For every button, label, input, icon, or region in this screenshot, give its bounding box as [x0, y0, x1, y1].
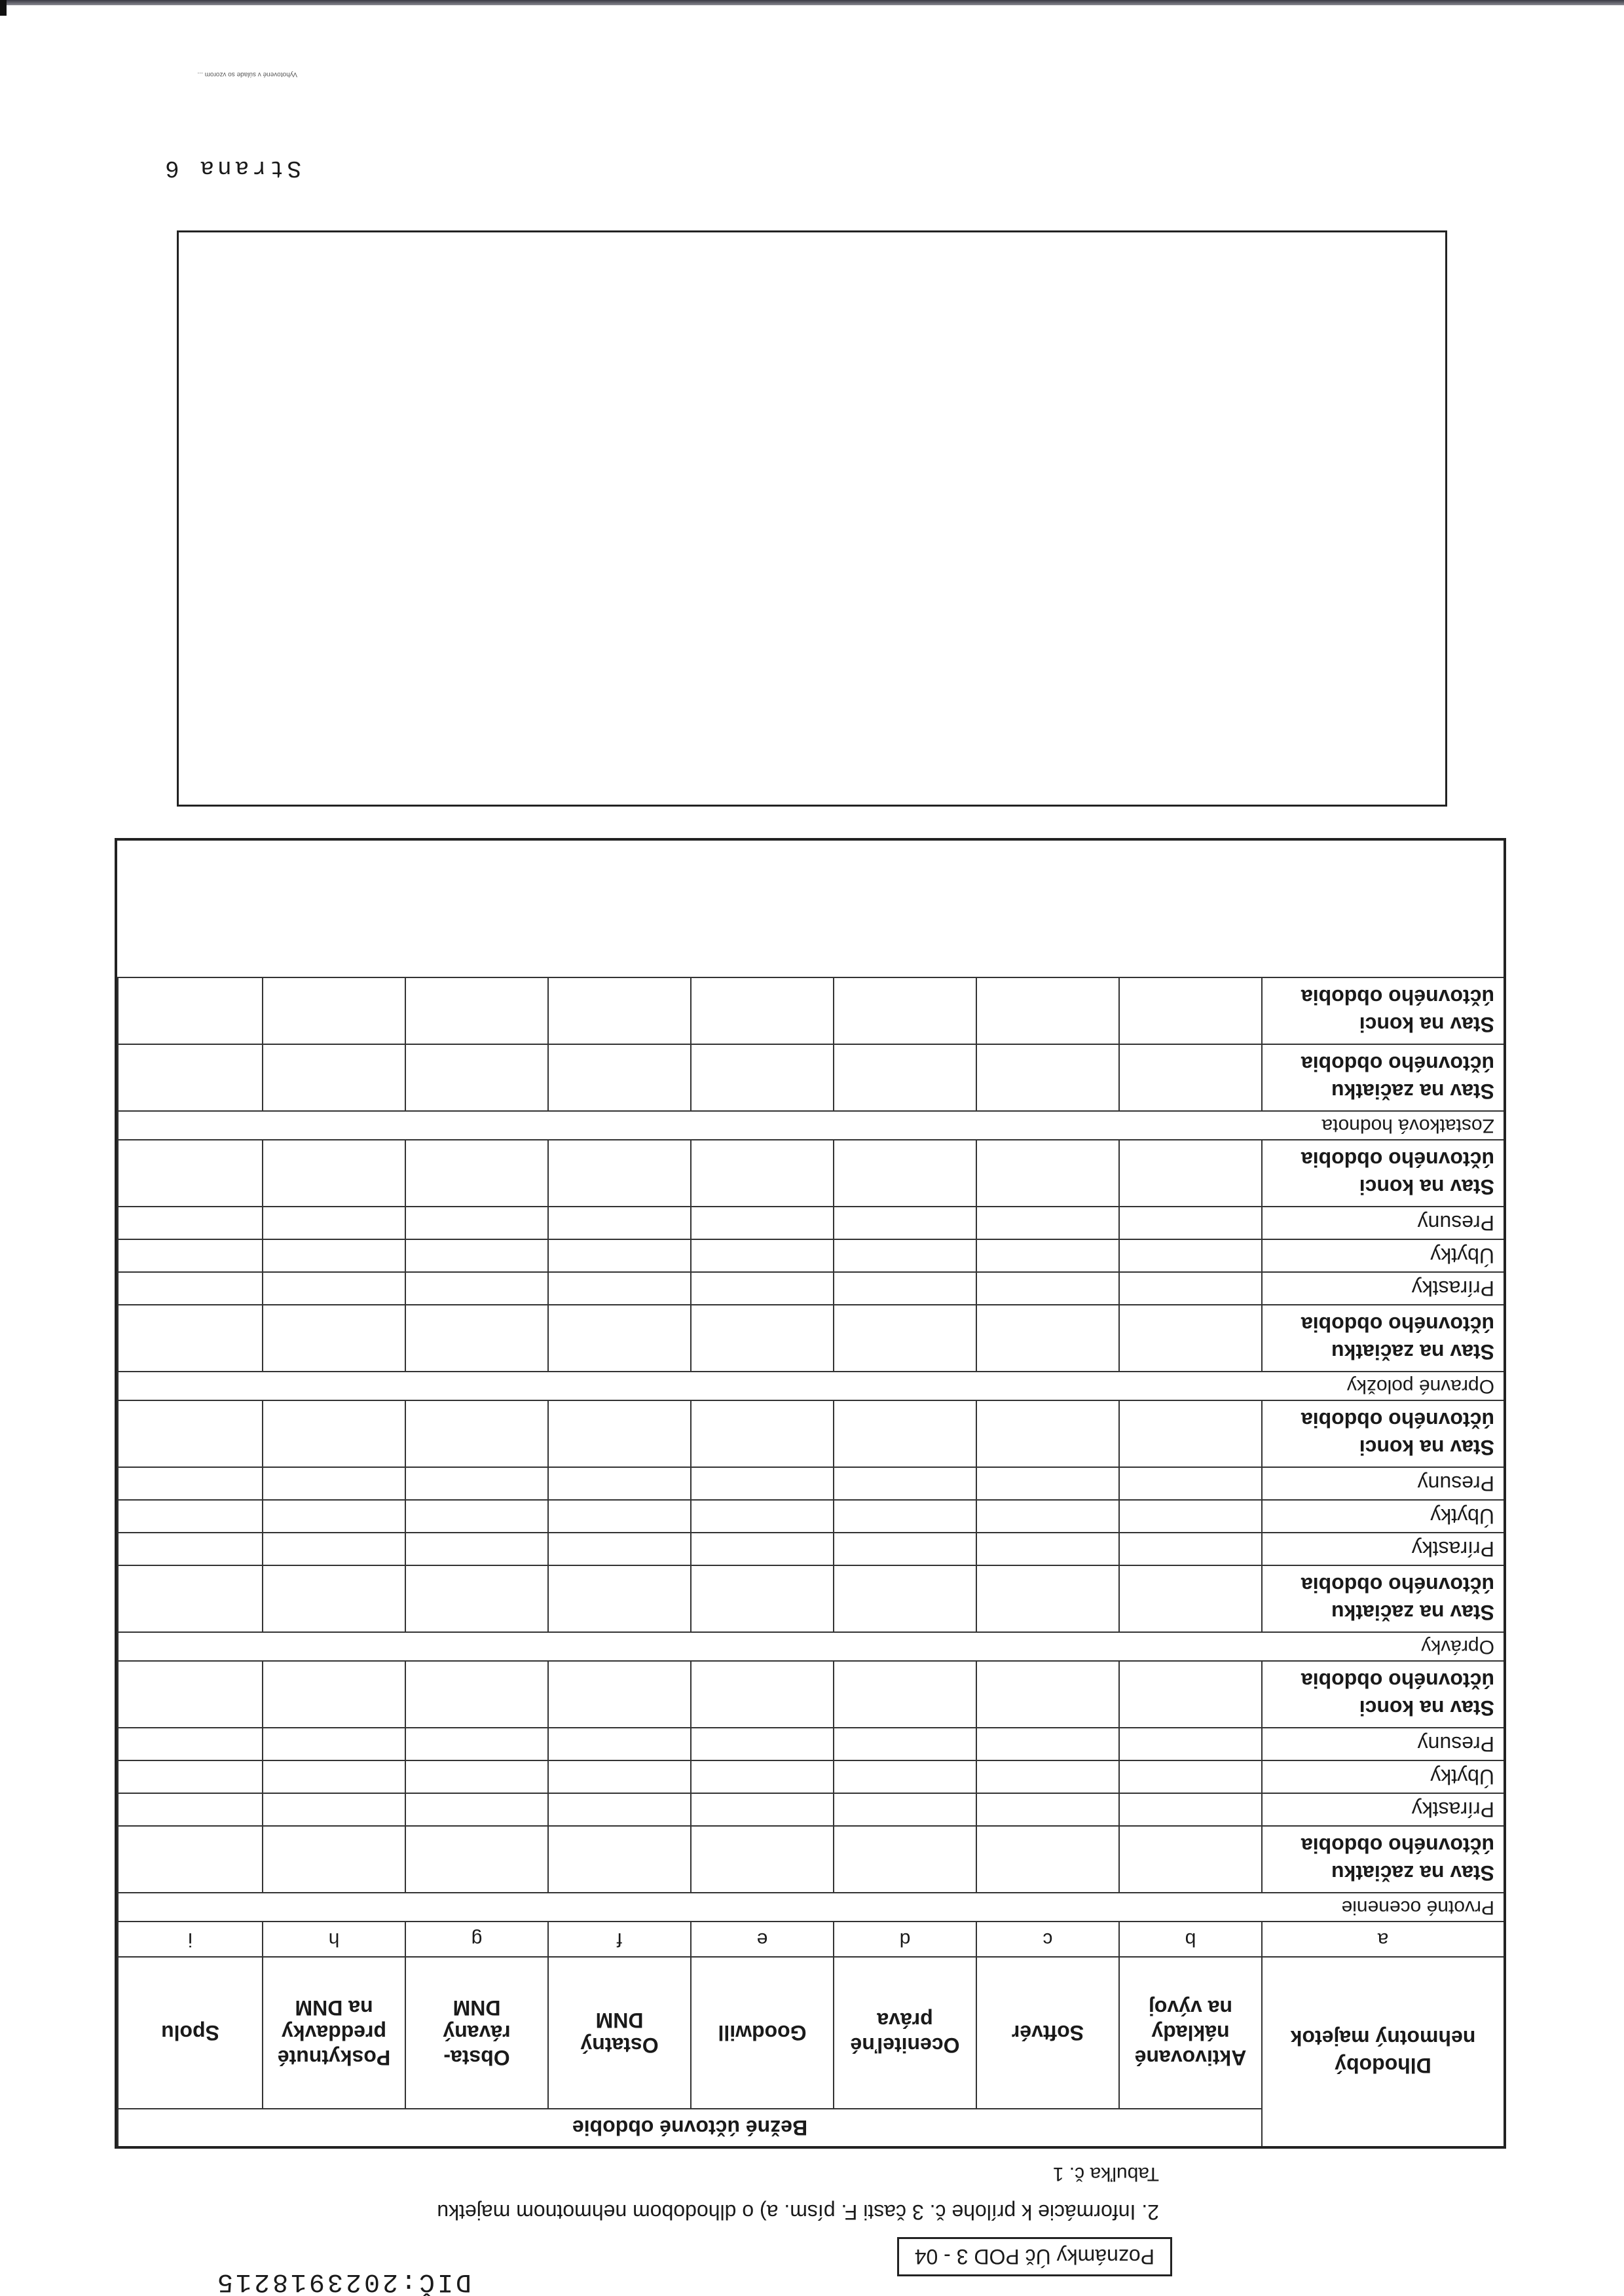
column-letter: h [262, 1921, 405, 1956]
section-row: Zostatková hodnota [117, 1110, 1504, 1139]
value-cell[interactable] [117, 1239, 262, 1271]
text-line: nehmotný majetok [1290, 2026, 1476, 2050]
value-cell[interactable] [1118, 977, 1261, 1044]
value-cell[interactable] [405, 1044, 547, 1110]
value-cell[interactable] [1118, 1565, 1261, 1631]
text-line: účtovného obdobia [1301, 1669, 1494, 1692]
period-title: Bežné účtovné obdobie [117, 2108, 1261, 2146]
value-cell[interactable] [833, 1206, 976, 1239]
value-cell[interactable] [690, 1239, 833, 1271]
text-line: Prírastky [1411, 1277, 1494, 1300]
value-cell[interactable] [405, 1304, 547, 1371]
row-label [1261, 1206, 1504, 1239]
row-label [1261, 1793, 1504, 1825]
text-line: Stav na konci [1359, 1013, 1494, 1036]
value-cell[interactable] [405, 1499, 547, 1532]
text-line: Stav na začiatku [1331, 1080, 1494, 1103]
asset-movement-table [115, 838, 1506, 2149]
value-cell[interactable] [117, 1044, 262, 1110]
column-header [262, 1956, 405, 2108]
text-line: účtovného obdobia [1301, 1408, 1494, 1432]
value-cell[interactable] [833, 1467, 976, 1499]
value-cell[interactable] [117, 1793, 262, 1825]
value-cell[interactable] [262, 1660, 405, 1727]
value-cell[interactable] [976, 1565, 1118, 1631]
column-letter: e [690, 1921, 833, 1956]
value-cell[interactable] [262, 1304, 405, 1371]
value-cell[interactable] [262, 1467, 405, 1499]
text-line: práva [877, 2009, 933, 2032]
tax-id: DIČ:2023918215 [214, 2267, 471, 2296]
section-row: Oprávky [117, 1631, 1504, 1660]
column-header [833, 1956, 976, 2108]
value-cell[interactable] [690, 1793, 833, 1825]
value-cell[interactable] [690, 1727, 833, 1760]
value-cell[interactable] [405, 1206, 547, 1239]
value-cell[interactable] [117, 1532, 262, 1565]
value-cell[interactable] [547, 1532, 690, 1565]
section-heading: 2. Informácie k prílohe č. 3 časti F. písm. a) o dlhodobom nehmotnom majetku [437, 2200, 1159, 2224]
value-cell[interactable] [690, 1400, 833, 1467]
value-cell[interactable] [405, 1400, 547, 1467]
column-header [547, 1956, 690, 2108]
value-cell[interactable] [1118, 1044, 1261, 1110]
value-cell[interactable] [976, 1532, 1118, 1565]
value-cell[interactable] [976, 1499, 1118, 1532]
text-line: Presuny [1417, 1732, 1494, 1756]
value-cell[interactable] [833, 1400, 976, 1467]
text-line: Softvér [1011, 2021, 1084, 2045]
value-cell[interactable] [117, 1304, 262, 1371]
value-cell[interactable] [976, 1760, 1118, 1793]
value-cell[interactable] [262, 1271, 405, 1304]
value-cell[interactable] [690, 1206, 833, 1239]
value-cell[interactable] [117, 1660, 262, 1727]
value-cell[interactable] [547, 1044, 690, 1110]
value-cell[interactable] [117, 1760, 262, 1793]
text-line: na DNM [295, 1996, 373, 2020]
column-letter: f [547, 1921, 690, 1956]
value-cell[interactable] [262, 1760, 405, 1793]
value-cell[interactable] [547, 1467, 690, 1499]
text-line: Stav na konci [1359, 1696, 1494, 1720]
section-row: Prvotné ocenenie [117, 1892, 1504, 1921]
text-line: účtovného obdobia [1301, 985, 1494, 1009]
value-cell[interactable] [1118, 1400, 1261, 1467]
value-cell[interactable] [547, 1727, 690, 1760]
value-cell[interactable] [405, 1825, 547, 1892]
text-line: rávaný [443, 2021, 511, 2045]
value-cell[interactable] [976, 1271, 1118, 1304]
value-cell[interactable] [1118, 1760, 1261, 1793]
value-cell[interactable] [117, 1825, 262, 1892]
value-cell[interactable] [1118, 1825, 1261, 1892]
value-cell[interactable] [547, 1660, 690, 1727]
value-cell[interactable] [1118, 1239, 1261, 1271]
column-letter: d [833, 1921, 976, 1956]
value-cell[interactable] [833, 1139, 976, 1206]
value-cell[interactable] [833, 977, 976, 1044]
value-cell[interactable] [833, 1793, 976, 1825]
value-cell[interactable] [976, 1206, 1118, 1239]
value-cell[interactable] [833, 1239, 976, 1271]
text-line: preddavky [281, 2021, 387, 2045]
value-cell[interactable] [547, 1206, 690, 1239]
value-cell[interactable] [833, 1825, 976, 1892]
text-line: účtovného obdobia [1301, 1834, 1494, 1857]
value-cell[interactable] [833, 1499, 976, 1532]
text-line: Obsta- [443, 2046, 510, 2069]
value-cell[interactable] [117, 1206, 262, 1239]
value-cell[interactable] [1118, 1206, 1261, 1239]
value-cell[interactable] [976, 1304, 1118, 1371]
value-cell[interactable] [405, 977, 547, 1044]
text-line: Stav na konci [1359, 1175, 1494, 1199]
text-line: Stav na začiatku [1331, 1861, 1494, 1885]
row-label [1261, 1044, 1504, 1110]
text-line: účtovného obdobia [1301, 1313, 1494, 1336]
text-line: Aktivované [1134, 2046, 1247, 2069]
value-cell[interactable] [976, 1825, 1118, 1892]
column-header [1118, 1956, 1261, 2108]
value-cell[interactable] [1118, 1727, 1261, 1760]
text-line: Stav na konci [1359, 1436, 1494, 1459]
value-cell[interactable] [1118, 1271, 1261, 1304]
column-letter: i [117, 1921, 262, 1956]
value-cell[interactable] [405, 1565, 547, 1631]
value-cell[interactable] [117, 1139, 262, 1206]
row-label [1261, 1271, 1504, 1304]
value-cell[interactable] [690, 1044, 833, 1110]
value-cell[interactable] [262, 1044, 405, 1110]
row-label [1261, 1304, 1504, 1371]
value-cell[interactable] [262, 1499, 405, 1532]
value-cell[interactable] [547, 1793, 690, 1825]
value-cell[interactable] [547, 1139, 690, 1206]
value-cell[interactable] [690, 977, 833, 1044]
text-line: účtovného obdobia [1301, 1052, 1494, 1076]
value-cell[interactable] [1118, 1304, 1261, 1371]
value-cell[interactable] [1118, 1660, 1261, 1727]
value-cell[interactable] [547, 1400, 690, 1467]
value-cell[interactable] [976, 1467, 1118, 1499]
row-label [1261, 1660, 1504, 1727]
value-cell[interactable] [547, 1271, 690, 1304]
value-cell[interactable] [833, 1727, 976, 1760]
value-cell[interactable] [690, 1467, 833, 1499]
column-header [690, 1956, 833, 2108]
text-line: DNM [452, 1996, 501, 2020]
section-row: Opravné položky [117, 1371, 1504, 1400]
value-cell[interactable] [690, 1825, 833, 1892]
text-line: Úbytky [1430, 1244, 1494, 1267]
row-label [1261, 1499, 1504, 1532]
column-letter: b [1118, 1921, 1261, 1956]
value-cell[interactable] [547, 1304, 690, 1371]
row-label [1261, 1825, 1504, 1892]
column-header [405, 1956, 547, 2108]
text-line: Oceniteľné [850, 2033, 960, 2057]
table-number-label: Tabuľka č. 1 [1052, 2163, 1159, 2185]
value-cell[interactable] [262, 1206, 405, 1239]
value-cell[interactable] [262, 1139, 405, 1206]
value-cell[interactable] [405, 1660, 547, 1727]
value-cell[interactable] [117, 1727, 262, 1760]
notes-box [177, 230, 1447, 807]
value-cell[interactable] [405, 1271, 547, 1304]
text-line: Prírastky [1411, 1537, 1494, 1561]
text-line: Úbytky [1430, 1504, 1494, 1528]
value-cell[interactable] [547, 1565, 690, 1631]
page-number: Strana 6 [162, 155, 301, 181]
row-label [1261, 1400, 1504, 1467]
value-cell[interactable] [547, 1825, 690, 1892]
value-cell[interactable] [833, 1532, 976, 1565]
value-cell[interactable] [690, 1499, 833, 1532]
value-cell[interactable] [405, 1239, 547, 1271]
value-cell[interactable] [833, 1304, 976, 1371]
value-cell[interactable] [690, 1304, 833, 1371]
value-cell[interactable] [1118, 1793, 1261, 1825]
column-header [976, 1956, 1118, 2108]
value-cell[interactable] [405, 1760, 547, 1793]
row-label [1261, 1467, 1504, 1499]
value-cell[interactable] [976, 1400, 1118, 1467]
value-cell[interactable] [262, 1825, 405, 1892]
text-line: náklady [1151, 2021, 1230, 2045]
value-cell[interactable] [976, 1044, 1118, 1110]
value-cell[interactable] [405, 1727, 547, 1760]
value-cell[interactable] [976, 977, 1118, 1044]
value-cell[interactable] [833, 1044, 976, 1110]
value-cell[interactable] [262, 1727, 405, 1760]
value-cell[interactable] [976, 1727, 1118, 1760]
value-cell[interactable] [405, 1139, 547, 1206]
text-line: účtovného obdobia [1301, 1573, 1494, 1597]
text-line: Stav na začiatku [1331, 1340, 1494, 1364]
value-cell[interactable] [833, 1565, 976, 1631]
value-cell[interactable] [1118, 1467, 1261, 1499]
value-cell[interactable] [117, 1499, 262, 1532]
value-cell[interactable] [117, 1565, 262, 1631]
text-line: Stav na začiatku [1331, 1601, 1494, 1624]
value-cell[interactable] [117, 1467, 262, 1499]
value-cell[interactable] [690, 1660, 833, 1727]
value-cell[interactable] [690, 1760, 833, 1793]
text-line: Poskytnuté [277, 2046, 391, 2069]
value-cell[interactable] [690, 1139, 833, 1206]
value-cell[interactable] [690, 1532, 833, 1565]
value-cell[interactable] [547, 1760, 690, 1793]
value-cell[interactable] [1118, 1139, 1261, 1206]
value-cell[interactable] [262, 1793, 405, 1825]
value-cell[interactable] [117, 977, 262, 1044]
value-cell[interactable] [833, 1271, 976, 1304]
row-label [1261, 1139, 1504, 1206]
text-line: DNM [595, 2009, 644, 2032]
value-cell[interactable] [976, 1139, 1118, 1206]
value-cell[interactable] [262, 1565, 405, 1631]
column-letter: c [976, 1921, 1118, 1956]
value-cell[interactable] [117, 1271, 262, 1304]
text-line: Goodwill [718, 2021, 807, 2045]
value-cell[interactable] [262, 977, 405, 1044]
column-letter: a [1261, 1921, 1504, 1956]
column-header [117, 1956, 262, 2108]
value-cell[interactable] [976, 1793, 1118, 1825]
value-cell[interactable] [547, 977, 690, 1044]
text-line: Spolu [161, 2021, 219, 2045]
value-cell[interactable] [405, 1532, 547, 1565]
value-cell[interactable] [1118, 1532, 1261, 1565]
value-cell[interactable] [547, 1239, 690, 1271]
value-cell[interactable] [262, 1400, 405, 1467]
text-line: na vývoj [1148, 1996, 1233, 2020]
text-line: Ostatný [580, 2033, 659, 2057]
value-cell[interactable] [976, 1239, 1118, 1271]
value-cell[interactable] [547, 1499, 690, 1532]
value-cell[interactable] [690, 1271, 833, 1304]
column-letter: g [405, 1921, 547, 1956]
value-cell[interactable] [1118, 1499, 1261, 1532]
corner-header [1261, 1956, 1504, 2146]
value-cell[interactable] [976, 1660, 1118, 1727]
value-cell[interactable] [262, 1532, 405, 1565]
text-line: Prírastky [1411, 1798, 1494, 1821]
value-cell[interactable] [117, 1400, 262, 1467]
row-label [1261, 1565, 1504, 1631]
row-label [1261, 1727, 1504, 1760]
row-label [1261, 1239, 1504, 1271]
value-cell[interactable] [405, 1793, 547, 1825]
footer-small-print: Vyhotovené v súlade so vzorom ... [197, 71, 297, 78]
row-label [1261, 1760, 1504, 1793]
text-line: Dlhodobý [1335, 2054, 1431, 2077]
text-line: Úbytky [1430, 1765, 1494, 1789]
row-label [1261, 977, 1504, 1044]
value-cell[interactable] [833, 1660, 976, 1727]
text-line: Presuny [1417, 1211, 1494, 1235]
text-line: Presuny [1417, 1472, 1494, 1495]
row-label [1261, 1532, 1504, 1565]
value-cell[interactable] [833, 1760, 976, 1793]
value-cell[interactable] [262, 1239, 405, 1271]
value-cell[interactable] [405, 1467, 547, 1499]
form-code-box: Poznámky Úč POD 3 - 04 [897, 2237, 1172, 2276]
text-line: účtovného obdobia [1301, 1148, 1494, 1171]
value-cell[interactable] [690, 1565, 833, 1631]
